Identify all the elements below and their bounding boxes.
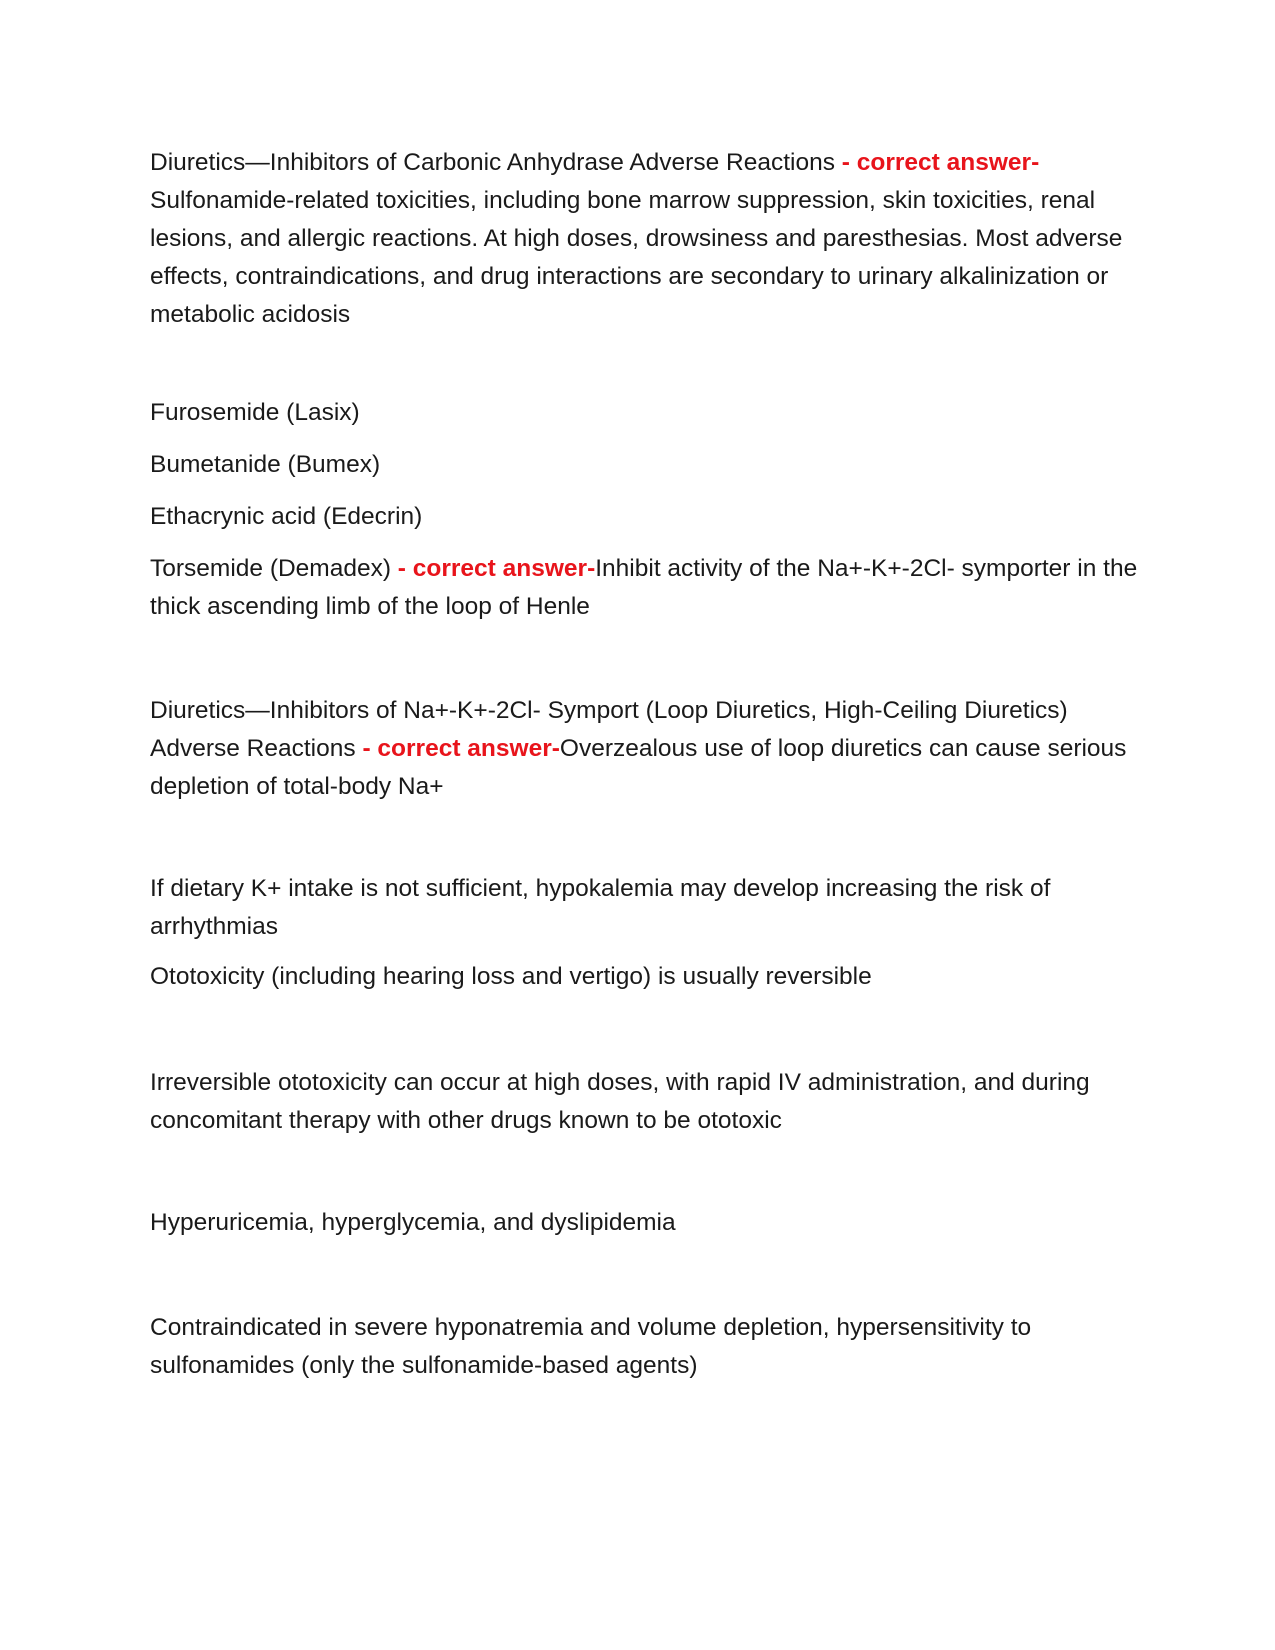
note-hypokalemia: If dietary K+ intake is not sufficient, hypokalemia may develop increasing the risk of arrhythmias: [150, 875, 1051, 940]
note-ototoxicity-reversible: Ototoxicity (including hearing loss and vertigo) is usually reversible: [150, 963, 872, 990]
qa-loop-diuretics-adverse: [150, 692, 1140, 806]
question-text: Torsemide (Demadex): [150, 555, 391, 582]
drug-bumetanide: Bumetanide (Bumex): [150, 451, 381, 478]
qa-carbonic-anhydrase: [150, 144, 1140, 334]
qa-torsemide: [150, 550, 1140, 626]
note-contraindications: Contraindicated in severe hyponatremia and volume depletion, hypersensitivity to sulfonamides (only the sulfonamide-based agents): [150, 1314, 1032, 1379]
correct-answer-marker: - correct answer-: [391, 555, 596, 582]
drug-ethacrynic-acid: Ethacrynic acid (Edecrin): [150, 503, 423, 530]
correct-answer-marker: - correct answer-: [834, 149, 1040, 176]
correct-answer-marker: - correct answer-: [355, 735, 560, 762]
answer-text: Inhibit activity of the Na+-K+-2Cl- symporter in the thick ascending limb of the loop of Henle: [150, 555, 1138, 620]
answer-text: Overzealous use of loop diuretics can cause serious depletion of total-body Na+: [150, 735, 1127, 800]
question-text: Diuretics—Inhibitors of Carbonic Anhydrase Adverse Reactions: [150, 149, 835, 176]
note-ototoxicity-irreversible: Irreversible ototoxicity can occur at high doses, with rapid IV administration, and during concomitant therapy with other drugs known to be ototoxic: [150, 1069, 1090, 1134]
note-metabolic-effects: Hyperuricemia, hyperglycemia, and dyslipidemia: [150, 1209, 676, 1236]
question-text: Diuretics—Inhibitors of Na+-K+-2Cl- Symport (Loop Diuretics, High-Ceiling Diuretics) Adverse Reactions: [150, 697, 1068, 762]
answer-text: Sulfonamide-related toxicities, including bone marrow suppression, skin toxicities, renal lesions, and allergic reactions. At high doses, drowsiness and paresthesias. Most adverse effects, contraindications, and drug interactions are secondary to urinary alkalinization or metabolic acidosis: [150, 187, 1123, 328]
drug-furosemide: Furosemide (Lasix): [150, 399, 360, 426]
